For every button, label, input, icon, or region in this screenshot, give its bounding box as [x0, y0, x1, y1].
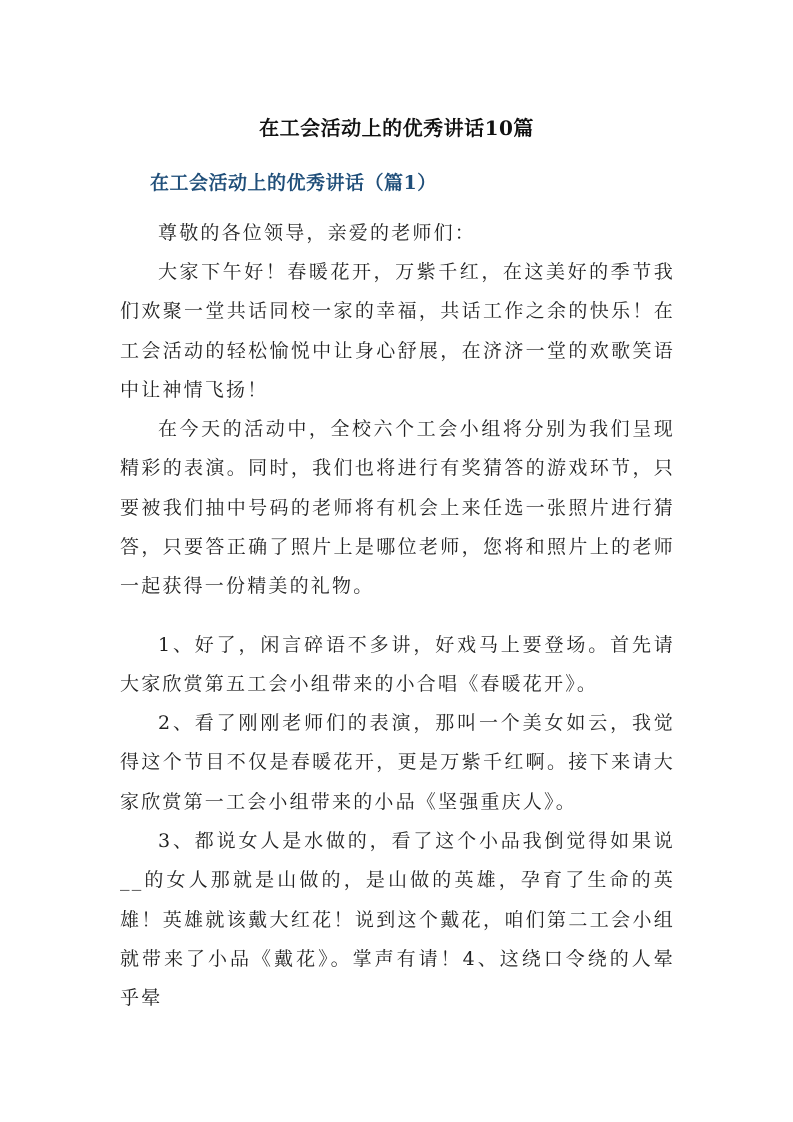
- paragraph-activity: 在今天的活动中，全校六个工会小组将分别为我们呈现精彩的表演。同时，我们也将进行有奖猜答的游戏环节，只要被我们抽中号码的老师将有机会上来任选一张照片进行猜答，只要答正确了照片上是哪位老师，您将和照片上的老师一起获得一份精美的礼物。: [120, 418, 675, 598]
- document-title: 在工会活动上的优秀讲话10篇: [259, 116, 534, 140]
- paragraph-opening: 大家下午好！春暖花开，万紫千红，在这美好的季节我们欢聚一堂共话同校一家的幸福，共话工作之余的快乐！在工会活动的轻松愉悦中让身心舒展，在济济一堂的欢歌笑语中让神情飞扬！: [120, 261, 675, 401]
- section-heading: 在工会活动上的优秀讲话（篇1）: [150, 172, 437, 194]
- paragraph-greeting: 尊敬的各位领导，亲爱的老师们：: [158, 222, 477, 244]
- paragraph-item-2: 2、看了刚刚老师们的表演，那叫一个美女如云，我觉得这个节目不仅是春暖花开，更是万紫千红啊。接下来请大家欣赏第一工会小组带来的小品《坚强重庆人》。: [120, 712, 675, 813]
- paragraph-item-1: 1、好了，闲言碎语不多讲，好戏马上要登场。首先请大家欣赏第五工会小组带来的小合唱《春暖花开》。: [120, 634, 675, 696]
- paragraph-item-3: 3、都说女人是水做的，看了这个小品我倒觉得如果说__的女人那就是山做的，是山做的英雄，孕育了生命的英雄！英雄就该戴大红花！说到这个戴花，咱们第二工会小组就带来了小品《戴花》。掌声有请！4、这绕口令绕的人晕乎晕: [120, 830, 675, 1010]
